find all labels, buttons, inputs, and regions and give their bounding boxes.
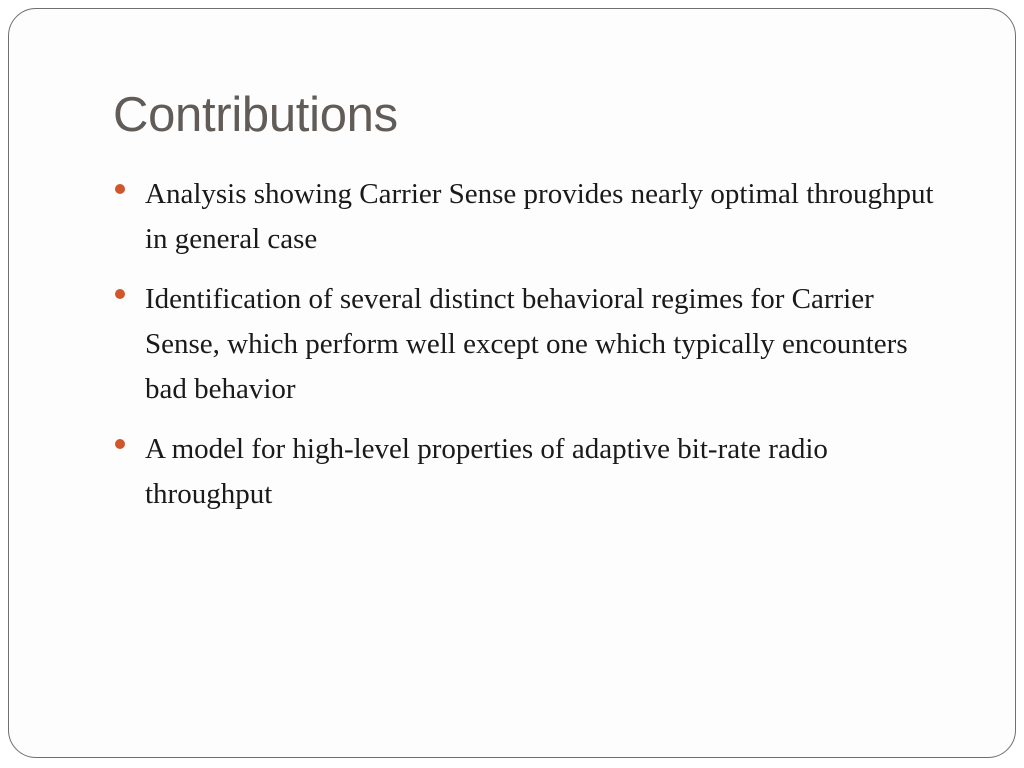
bullet-dot-icon [115, 439, 125, 449]
bullet-text: Analysis showing Carrier Sense provides nearly optimal throughput in general case [145, 178, 949, 255]
bullet-item [115, 277, 935, 412]
bullet-text: Identification of several distinct behavioral regimes for Carrier Sense, which perform well except one which typically encounters bad behavior [145, 283, 915, 405]
bullet-item [115, 427, 935, 517]
bullet-dot-icon [115, 184, 125, 194]
bullet-item [115, 172, 949, 262]
bullet-dot-icon [115, 289, 125, 299]
bullet-list [115, 172, 949, 532]
slide [8, 8, 1016, 758]
bullet-text: A model for high-level properties of adaptive bit-rate radio throughput [145, 433, 836, 510]
slide-title: Contributions [113, 88, 398, 142]
